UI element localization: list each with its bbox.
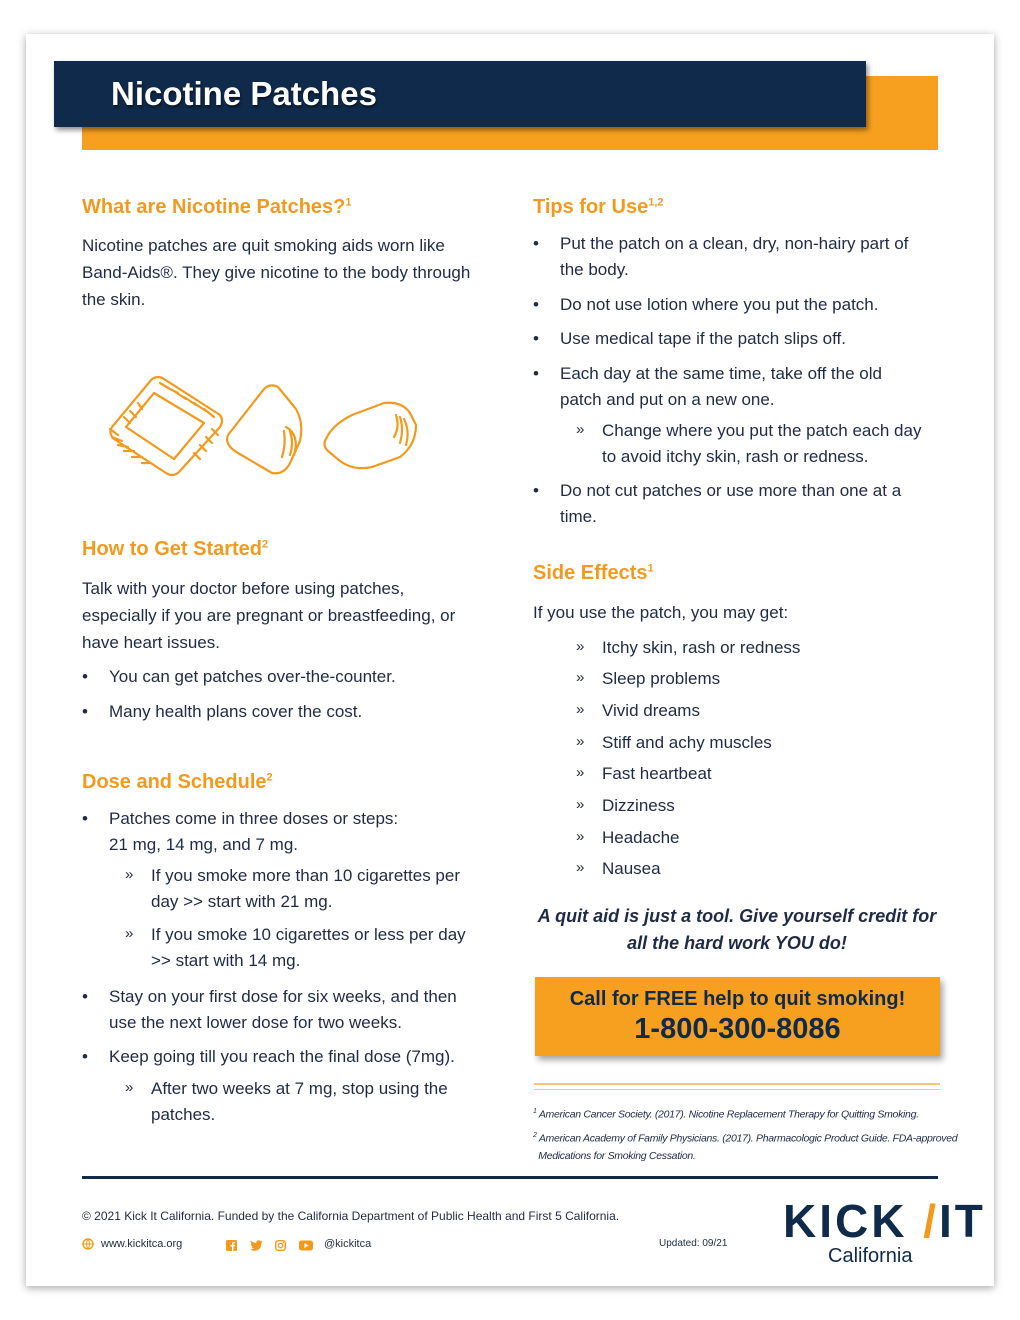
list-item: » Headache: [576, 828, 680, 847]
quitline-phone-number[interactable]: 1-800-300-8086: [634, 1013, 841, 1045]
list-item: » Sleep problems: [576, 669, 721, 688]
copyright-notice: © 2021 Kick It California. Funded by the California Department of Public Health and First 5 California.: [82, 1209, 620, 1223]
footnote-divider: [534, 1083, 940, 1085]
list-item: » Itchy skin, rash or redness: [576, 638, 801, 657]
patch-icon-2: [227, 385, 301, 473]
list-item: • Many health plans cover the cost.: [82, 702, 363, 721]
list-item: » Fast heartbeat: [576, 764, 712, 783]
side-effects-intro: If you use the patch, you may get:: [533, 603, 789, 622]
updated-date: Updated: 09/21: [659, 1238, 728, 1249]
list-item: » Vivid dreams: [576, 701, 700, 720]
list-item: • Patches come in three doses or steps: 21 mg, 14 mg, and 7 mg.: [82, 809, 399, 854]
list-item: » Nausea: [576, 859, 661, 878]
kick-it-logo: KICK /IT: [783, 1195, 986, 1247]
heading-tips-for-use: Tips for Use$^{1,2}$: [533, 196, 664, 218]
heading-dose-and-schedule: Dose and Schedule$^2$: [82, 771, 273, 793]
footnote-divider: [534, 1089, 940, 1090]
what-paragraph: Nicotine patches are quit smoking aids worn like Band-Aids®. They give nicotine to the body through the skin.: [82, 236, 471, 309]
heading-how-to-get-started: How to Get Started$^2$: [82, 538, 269, 560]
globe-icon: [82, 1238, 94, 1250]
nicotine-patch-illustration: [104, 365, 424, 485]
facebook-icon[interactable]: [226, 1240, 237, 1251]
list-item: » Stiff and achy muscles: [576, 733, 772, 752]
logo-subtitle: California: [828, 1245, 913, 1267]
list-item: • Each day at the same time, take off the old patch and put on a new one.: [533, 364, 882, 409]
list-item: • Keep going till you reach the final dose (7mg).: [82, 1047, 455, 1066]
list-item: • Use medical tape if the patch slips off.: [533, 329, 847, 348]
twitter-icon[interactable]: [250, 1240, 263, 1251]
list-item: • Do not cut patches or use more than one at a time.: [533, 481, 902, 526]
callout-text: Call for FREE help to quit smoking!: [569, 988, 906, 1010]
footer-divider: [82, 1176, 938, 1179]
list-item: • Do not use lotion where you put the patch.: [533, 295, 879, 314]
encouragement-quote: A quit aid is just a tool. Give yourself credit for all the hard work YOU do!: [537, 906, 937, 953]
sub-list-item: » Change where you put the patch each day to avoid itchy skin, rash or redness.: [576, 421, 922, 466]
list-item: • Put the patch on a clean, dry, non-hairy part of the body.: [533, 234, 909, 279]
page-title: Nicotine Patches: [111, 75, 377, 112]
sub-list-item: » If you smoke more than 10 cigarettes per day >> start with 21 mg.: [125, 866, 460, 911]
website-link[interactable]: www.kickitca.org: [101, 1238, 183, 1250]
footnote-1: $^1$ American Cancer Society. (2017). Nicotine Replacement Therapy for Quitting Smoking.: [533, 1108, 919, 1121]
footnote-2: $^2$ American Academy of Family Physicians. (2017). Pharmacologic Product Guide. FDA-approved Medications for Smoking Cessation.: [533, 1132, 958, 1162]
list-item: » Dizziness: [576, 796, 675, 815]
heading-side-effects: Side Effects$^1$: [533, 562, 654, 584]
sub-list-item: » After two weeks at 7 mg, stop using the patches.: [125, 1079, 448, 1124]
sub-list-item: » If you smoke 10 cigarettes or less per day >> start with 14 mg.: [125, 925, 466, 970]
social-handle[interactable]: @kickitca: [324, 1238, 372, 1250]
list-item: • You can get patches over-the-counter.: [82, 667, 396, 686]
start-paragraph: Talk with your doctor before using patches, especially if you are pregnant or breastfeeding, or have heart issues.: [82, 579, 456, 652]
quitline-callout: [535, 977, 940, 1056]
patch-icon-3: [324, 403, 416, 468]
youtube-icon[interactable]: [299, 1240, 313, 1251]
list-item: • Stay on your first dose for six weeks, and then use the next lower dose for two weeks.: [82, 987, 457, 1032]
patch-icon-1: [110, 377, 222, 475]
instagram-icon[interactable]: [275, 1240, 286, 1251]
title-banner: [54, 61, 866, 127]
heading-what-are-patches: What are Nicotine Patches?$^1$: [82, 196, 352, 218]
